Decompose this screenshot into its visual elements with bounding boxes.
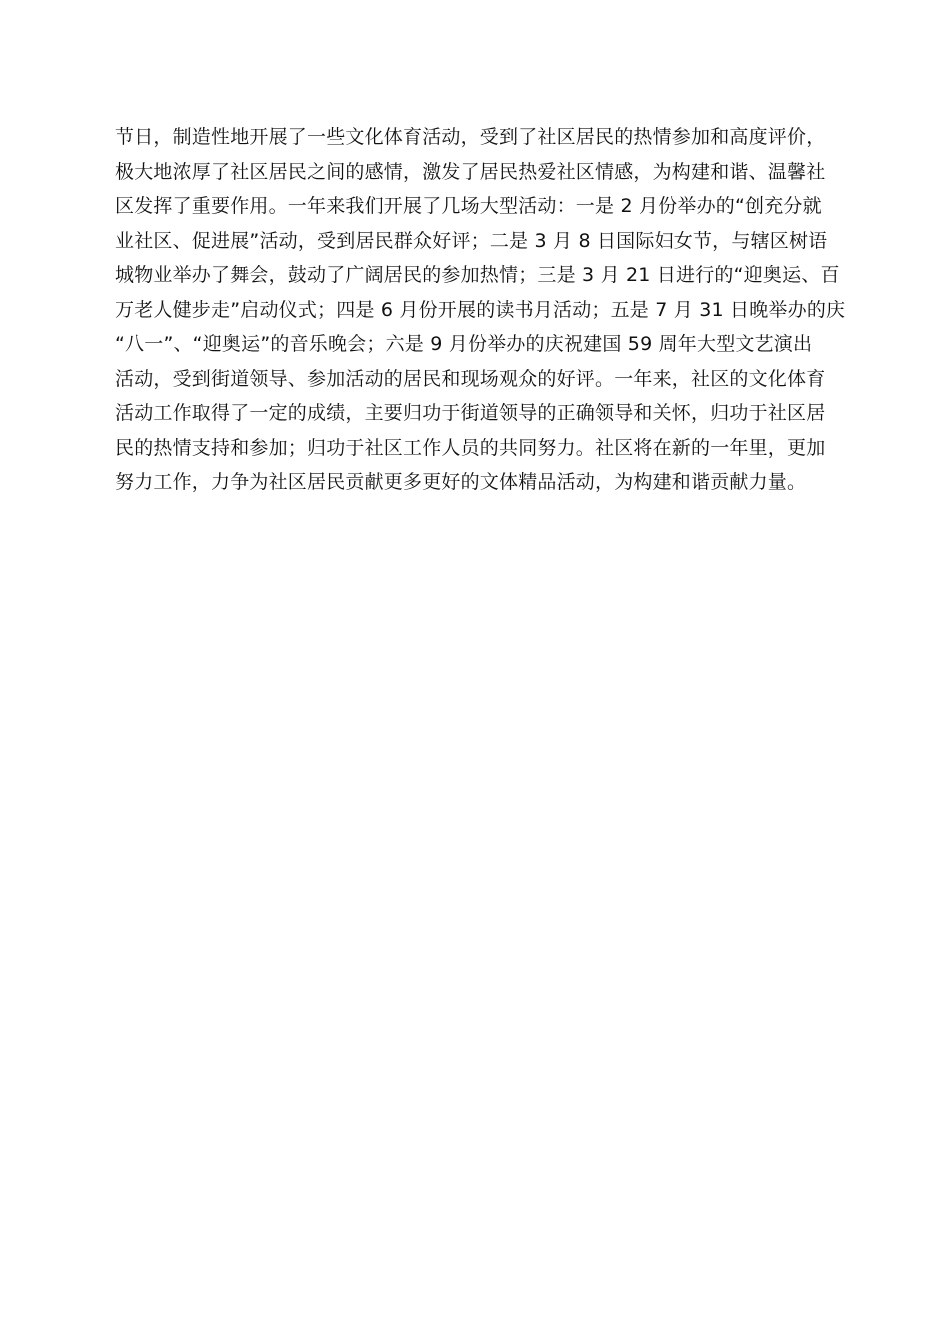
paragraph-line: 万老人健步走”启动仪式；四是 6 月份开展的读书月活动；五是 7 月 31 日晚举办的庆 [115, 298, 846, 321]
paragraph-line: 业社区、促进展”活动，受到居民群众好评；二是 3 月 8 日国际妇女节，与辖区树语 [115, 229, 828, 252]
paragraph-line: 城物业举办了舞会，鼓动了广阔居民的参加热情；三是 3 月 21 日进行的“迎奥运、百 [115, 264, 840, 286]
paragraph-line: 民的热情支持和参加；归功于社区工作人员的共同努力。社区将在新的一年里，更加 [115, 436, 826, 459]
paragraph-line: 努力工作，力争为社区居民贡献更多更好的文体精品活动，为构建和谐贡献力量。 [115, 471, 807, 493]
paragraph-line: 区发挥了重要作用。一年来我们开展了几场大型活动：一是 2 月份举办的“创充分就 [115, 195, 822, 217]
paragraph-line: 活动工作取得了一定的成绩，主要归功于街道领导的正确领导和关怀，归功于社区居 [115, 402, 826, 424]
paragraph-line: 节日，制造性地开展了一些文化体育活动，受到了社区居民的热情参加和高度评价， [115, 126, 826, 148]
paragraph-line: 极大地浓厚了社区居民之间的感情，激发了居民热爱社区情感，为构建和谐、温馨社 [115, 160, 826, 183]
body-paragraph [115, 120, 845, 500]
paragraph-line: “八一”、“迎奥运”的音乐晚会；六是 9 月份举办的庆祝建国 59 周年大型文艺演出 [115, 333, 813, 355]
paragraph-line: 活动，受到街道领导、参加活动的居民和现场观众的好评。一年来，社区的文化体育 [115, 367, 826, 390]
